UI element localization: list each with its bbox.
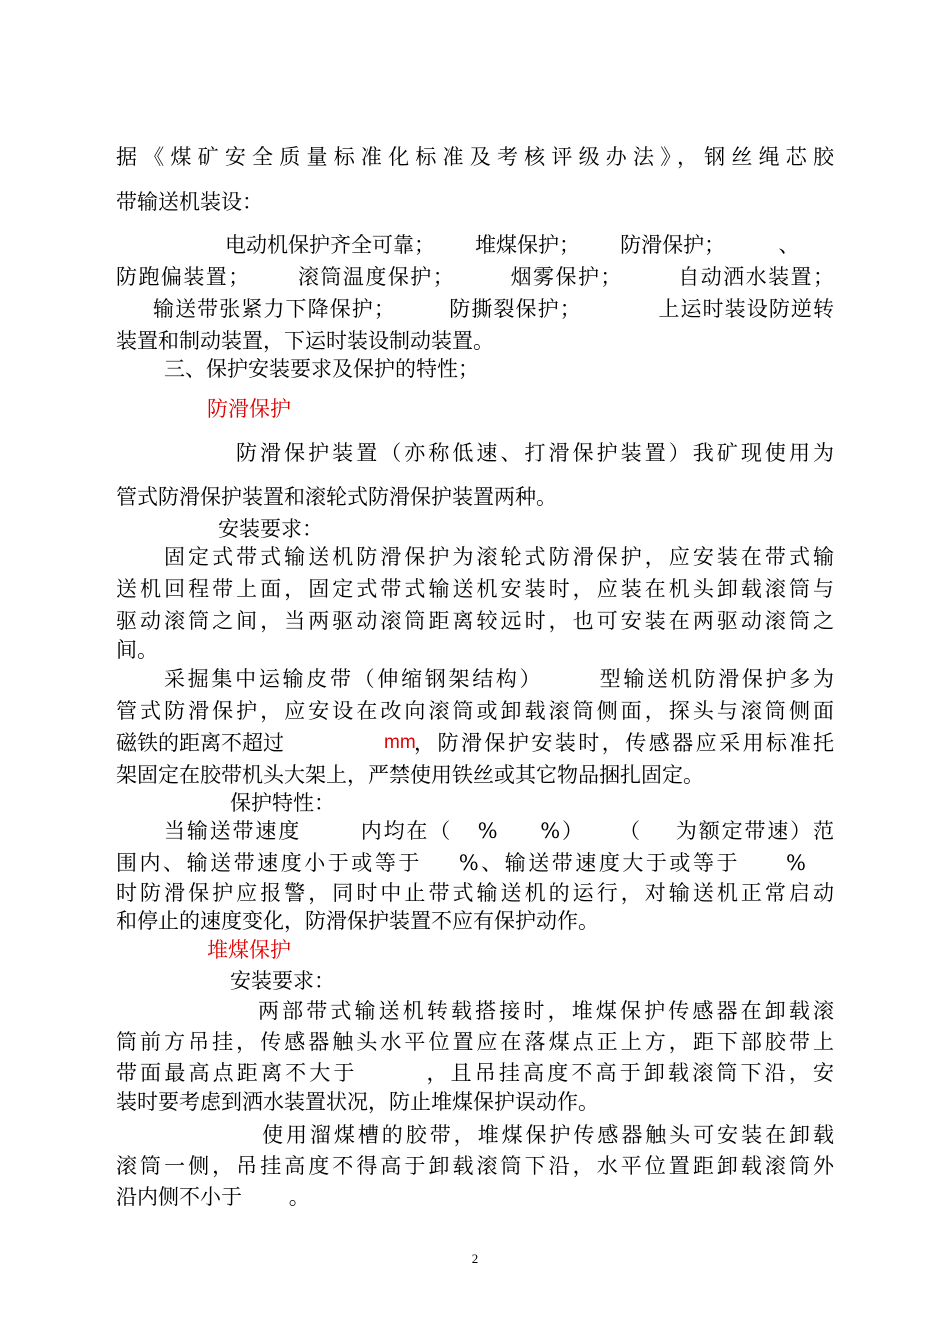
text-line: 时防滑保护应报警，同时中止带式输送机的运行，对输送机正常启动 bbox=[116, 881, 834, 905]
unit-mm: mm bbox=[384, 732, 416, 753]
text-line: 带面最高点距离不大于 ，且吊挂高度不高于卸载滚筒下沿，安 bbox=[116, 1061, 834, 1085]
text-line: 架固定在胶带机头大架上，严禁使用铁丝或其它物品捆扎固定。 bbox=[116, 763, 704, 787]
subsection-heading: 堆煤保护 bbox=[207, 938, 291, 962]
text-line: 使用溜煤槽的胶带，堆煤保护传感器触头可安装在卸载 bbox=[262, 1123, 834, 1147]
subheading: 安装要求： bbox=[230, 969, 335, 993]
text-line: 输送带张紧力下降保护； 防撕裂保护； 上运时装设防逆转 bbox=[153, 297, 834, 321]
text-line: 间。 bbox=[116, 638, 158, 662]
text-line: 当输送带速度 内均在（ % %） （ 为额定带速）范 bbox=[164, 819, 834, 843]
text-line: 筒前方吊挂，传感器触头水平位置应在落煤点正上方，距下部胶带上 bbox=[116, 1030, 834, 1054]
text-line: 沿内侧不小于 。 bbox=[116, 1185, 310, 1209]
text-line: 装置和制动装置，下运时装设制动装置。 bbox=[116, 329, 494, 353]
text-line: 管式防滑保护装置和滚轮式防滑保护装置两种。 bbox=[116, 485, 557, 509]
text-line: 电动机保护齐全可靠； 堆煤保护； 防滑保护； 、 bbox=[225, 233, 800, 257]
text-line: ，防滑保护安装时，传感器应采用标准托 bbox=[414, 731, 834, 755]
section-heading: 三、保护安装要求及保护的特性； bbox=[164, 357, 479, 381]
text-line: 滚筒一侧，吊挂高度不得高于卸载滚筒下沿，水平位置距卸载滚筒外 bbox=[116, 1154, 834, 1178]
text-line: 驱动滚筒之间，当两驱动滚筒距离较远时，也可安装在两驱动滚筒之 bbox=[116, 609, 834, 633]
text-line: 两部带式输送机转载搭接时，堆煤保护传感器在卸载滚 bbox=[258, 999, 834, 1023]
subsection-heading: 防滑保护 bbox=[207, 397, 291, 421]
text-line: 围内、输送带速度小于或等于 %、输送带速度大于或等于 % bbox=[116, 851, 806, 875]
text-line: 防滑保护装置（亦称低速、打滑保护装置）我矿现使用为 bbox=[236, 441, 834, 465]
page-number: 2 bbox=[471, 1251, 479, 1266]
subheading: 安装要求： bbox=[218, 517, 323, 541]
text-line: 防跑偏装置； 滚筒温度保护； 烟雾保护； 自动洒水装置； bbox=[116, 265, 834, 289]
text-line: 固定式带式输送机防滑保护为滚轮式防滑保护，应安装在带式输 bbox=[164, 545, 834, 569]
text-line: 据《煤矿安全质量标准化标准及考核评级办法》，钢丝绳芯胶 bbox=[116, 145, 834, 169]
text-line: 磁铁的距离不超过 bbox=[116, 731, 284, 755]
text-line: 装时要考虑到洒水装置状况，防止堆煤保护误动作。 bbox=[116, 1090, 599, 1114]
text-line: 和停止的速度变化，防滑保护装置不应有保护动作。 bbox=[116, 909, 599, 933]
text-line: 带输送机装设： bbox=[116, 190, 263, 214]
text-line: 管式防滑保护，应安设在改向滚筒或卸载滚筒侧面，探头与滚筒侧面 bbox=[116, 699, 834, 723]
subheading: 保护特性： bbox=[230, 791, 335, 815]
text-line: 采掘集中运输皮带（伸缩钢架结构） 型输送机防滑保护多为 bbox=[164, 667, 834, 691]
text-line: 送机回程带上面，固定式带式输送机安装时，应装在机头卸载滚筒与 bbox=[116, 577, 834, 601]
